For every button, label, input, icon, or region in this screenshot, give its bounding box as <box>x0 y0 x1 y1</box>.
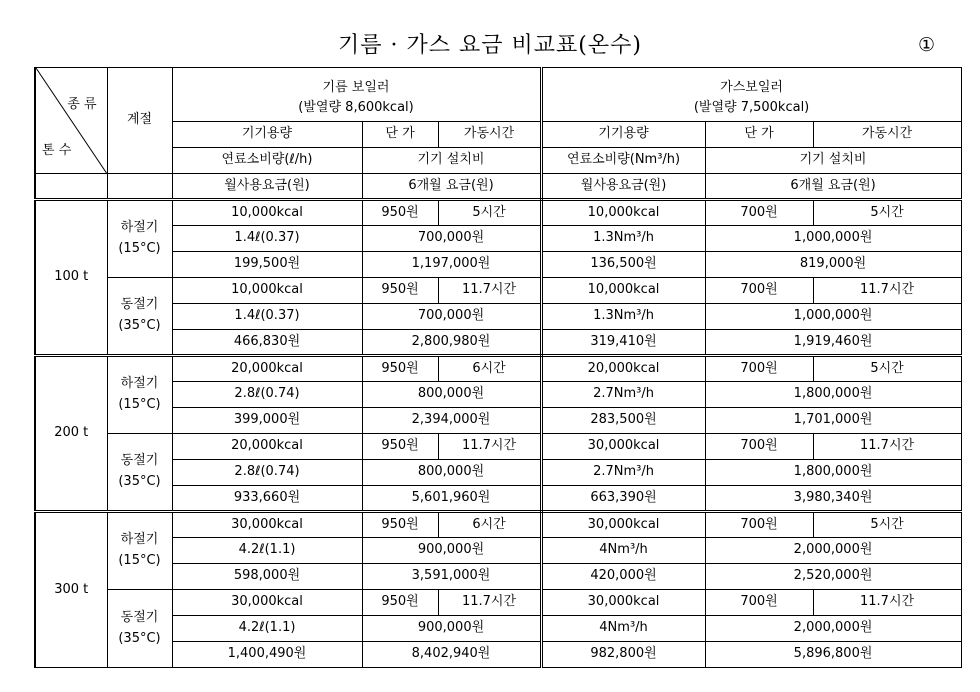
table-row <box>35 330 961 356</box>
oil-capacity-cell: 30,000kcal <box>172 590 362 616</box>
gas-install-cell: 2,000,000원 <box>705 538 961 564</box>
page-number: ① <box>918 34 936 56</box>
oil-hours-cell: 11.7시간 <box>438 590 541 616</box>
oil-monthly-header: 월사용요금(원) <box>172 174 362 200</box>
oil-capacity-cell: 20,000kcal <box>172 356 362 382</box>
season-temperature: (15°C) <box>118 241 161 256</box>
oil-install-cell: 900,000원 <box>362 538 541 564</box>
gas-consumption-cell: 1.3Nm³/h <box>541 226 705 252</box>
gas-capacity-cell: 30,000kcal <box>541 434 705 460</box>
table-row <box>35 278 961 304</box>
season-spacer <box>107 174 172 200</box>
oil-monthly-cell: 598,000원 <box>172 564 362 590</box>
oil-sixmonth-cell: 3,591,000원 <box>362 564 541 590</box>
gas-hours-cell: 11.7시간 <box>813 590 961 616</box>
table-row <box>35 434 961 460</box>
gas-boiler-header: 가스보일러 <box>541 68 961 96</box>
season-cell <box>107 356 172 434</box>
season-name: 하절기 <box>120 532 159 548</box>
oil-capacity-cell: 10,000kcal <box>172 200 362 226</box>
gas-hours-cell: 11.7시간 <box>813 434 961 460</box>
oil-price-cell: 950원 <box>362 278 438 304</box>
gas-capacity-cell: 20,000kcal <box>541 356 705 382</box>
gas-consumption-cell: 4Nm³/h <box>541 538 705 564</box>
gas-sixmonth-header: 6개월 요금(원) <box>705 174 961 200</box>
season-name: 하절기 <box>120 376 159 392</box>
corner-label-tonnage: 톤 수 <box>42 143 72 158</box>
table-row <box>35 304 961 330</box>
gas-consumption-cell: 1.3Nm³/h <box>541 304 705 330</box>
oil-price-cell: 950원 <box>362 200 438 226</box>
gas-hours-cell: 5시간 <box>813 200 961 226</box>
oil-consumption-cell: 1.4ℓ(0.37) <box>172 226 362 252</box>
gas-sixmonth-cell: 819,000원 <box>705 252 961 278</box>
gas-install-cell: 1,800,000원 <box>705 382 961 408</box>
gas-consumption-cell: 4Nm³/h <box>541 616 705 642</box>
oil-sixmonth-header: 6개월 요금(원) <box>362 174 541 200</box>
season-cell <box>107 200 172 278</box>
oil-install-header: 기기 설치비 <box>362 148 541 174</box>
oil-consumption-cell: 2.8ℓ(0.74) <box>172 460 362 486</box>
table-row <box>35 642 961 668</box>
oil-monthly-cell: 933,660원 <box>172 486 362 512</box>
oil-hours-cell: 6시간 <box>438 356 541 382</box>
gas-consumption-header: 연료소비량(Nm³/h) <box>541 148 705 174</box>
oil-sixmonth-cell: 1,197,000원 <box>362 252 541 278</box>
gas-install-header: 기기 설치비 <box>705 148 961 174</box>
gas-heat-value: (발열량 7,500kcal) <box>541 96 961 122</box>
table-row <box>35 590 961 616</box>
oil-price-cell: 950원 <box>362 512 438 538</box>
oil-sixmonth-cell: 2,394,000원 <box>362 408 541 434</box>
oil-install-cell: 700,000원 <box>362 304 541 330</box>
oil-consumption-header: 연료소비량(ℓ/h) <box>172 148 362 174</box>
table-row <box>35 226 961 252</box>
oil-capacity-cell: 20,000kcal <box>172 434 362 460</box>
oil-install-cell: 900,000원 <box>362 616 541 642</box>
table-row <box>35 512 961 538</box>
table-row <box>35 486 961 512</box>
gas-monthly-cell: 136,500원 <box>541 252 705 278</box>
gas-install-cell: 1,000,000원 <box>705 304 961 330</box>
table-row <box>35 538 961 564</box>
tonnage-cell: 200 t <box>35 356 107 512</box>
oil-price-cell: 950원 <box>362 356 438 382</box>
gas-sixmonth-cell: 2,520,000원 <box>705 564 961 590</box>
gas-hours-cell: 11.7시간 <box>813 278 961 304</box>
gas-price-cell: 700원 <box>705 434 813 460</box>
gas-price-cell: 700원 <box>705 278 813 304</box>
oil-consumption-cell: 4.2ℓ(1.1) <box>172 538 362 564</box>
corner-header-cell <box>35 68 107 174</box>
gas-hours-cell: 5시간 <box>813 356 961 382</box>
gas-capacity-header: 기기용량 <box>541 122 705 148</box>
gas-capacity-cell: 30,000kcal <box>541 512 705 538</box>
gas-price-cell: 700원 <box>705 356 813 382</box>
gas-monthly-cell: 319,410원 <box>541 330 705 356</box>
gas-install-cell: 1,000,000원 <box>705 226 961 252</box>
table-row <box>35 252 961 278</box>
table-row <box>35 356 961 382</box>
oil-hours-cell: 5시간 <box>438 200 541 226</box>
season-name: 동절기 <box>120 453 159 469</box>
corner-label-type: 종 류 <box>67 97 97 112</box>
oil-monthly-cell: 399,000원 <box>172 408 362 434</box>
season-cell <box>107 278 172 356</box>
oil-price-header: 단 가 <box>362 122 438 148</box>
table-row <box>35 200 961 226</box>
oil-sixmonth-cell: 2,800,980원 <box>362 330 541 356</box>
tonnage-cell: 100 t <box>35 200 107 356</box>
gas-capacity-cell: 10,000kcal <box>541 200 705 226</box>
corner-spacer <box>35 174 107 200</box>
season-name: 동절기 <box>120 297 159 313</box>
season-column-header: 계절 <box>107 68 172 174</box>
gas-sixmonth-cell: 1,919,460원 <box>705 330 961 356</box>
gas-sixmonth-cell: 1,701,000원 <box>705 408 961 434</box>
season-name: 동절기 <box>120 609 159 625</box>
table-row <box>35 382 961 408</box>
table-row <box>35 564 961 590</box>
season-temperature: (35°C) <box>118 630 161 646</box>
table-row <box>35 408 961 434</box>
season-name: 하절기 <box>120 220 159 236</box>
table-row <box>35 460 961 486</box>
oil-install-cell: 800,000원 <box>362 460 541 486</box>
oil-boiler-header: 기름 보일러 <box>172 68 541 96</box>
gas-monthly-cell: 663,390원 <box>541 486 705 512</box>
oil-consumption-cell: 4.2ℓ(1.1) <box>172 616 362 642</box>
page-title: 기름 · 가스 요금 비교표(온수) <box>338 33 642 58</box>
season-cell <box>107 434 172 512</box>
season-temperature: (15°C) <box>118 553 161 568</box>
oil-hours-cell: 6시간 <box>438 512 541 538</box>
gas-consumption-cell: 2.7Nm³/h <box>541 460 705 486</box>
oil-hours-header: 가동시간 <box>438 122 541 148</box>
gas-hours-header: 가동시간 <box>813 122 961 148</box>
gas-monthly-cell: 420,000원 <box>541 564 705 590</box>
oil-hours-cell: 11.7시간 <box>438 434 541 460</box>
comparison-table <box>34 67 962 668</box>
tonnage-cell: 300 t <box>35 512 107 668</box>
gas-capacity-cell: 10,000kcal <box>541 278 705 304</box>
oil-heat-value: (발열량 8,600kcal) <box>172 96 541 122</box>
gas-consumption-cell: 2.7Nm³/h <box>541 382 705 408</box>
gas-monthly-cell: 982,800원 <box>541 642 705 668</box>
oil-monthly-cell: 199,500원 <box>172 252 362 278</box>
oil-install-cell: 700,000원 <box>362 226 541 252</box>
season-temperature: (15°C) <box>118 397 161 412</box>
oil-consumption-cell: 2.8ℓ(0.74) <box>172 382 362 408</box>
gas-price-cell: 700원 <box>705 512 813 538</box>
oil-sixmonth-cell: 8,402,940원 <box>362 642 541 668</box>
gas-monthly-cell: 283,500원 <box>541 408 705 434</box>
gas-sixmonth-cell: 5,896,800원 <box>705 642 961 668</box>
gas-price-header: 단 가 <box>705 122 813 148</box>
oil-price-cell: 950원 <box>362 434 438 460</box>
oil-capacity-cell: 10,000kcal <box>172 278 362 304</box>
season-cell <box>107 590 172 668</box>
gas-monthly-header: 월사용요금(원) <box>541 174 705 200</box>
oil-monthly-cell: 466,830원 <box>172 330 362 356</box>
oil-capacity-header: 기기용량 <box>172 122 362 148</box>
oil-hours-cell: 11.7시간 <box>438 278 541 304</box>
oil-consumption-cell: 1.4ℓ(0.37) <box>172 304 362 330</box>
gas-hours-cell: 5시간 <box>813 512 961 538</box>
season-temperature: (35°C) <box>118 474 161 489</box>
gas-install-cell: 1,800,000원 <box>705 460 961 486</box>
oil-capacity-cell: 30,000kcal <box>172 512 362 538</box>
gas-price-cell: 700원 <box>705 200 813 226</box>
oil-monthly-cell: 1,400,490원 <box>172 642 362 668</box>
gas-sixmonth-cell: 3,980,340원 <box>705 486 961 512</box>
oil-price-cell: 950원 <box>362 590 438 616</box>
season-cell <box>107 512 172 590</box>
oil-install-cell: 800,000원 <box>362 382 541 408</box>
gas-price-cell: 700원 <box>705 590 813 616</box>
oil-sixmonth-cell: 5,601,960원 <box>362 486 541 512</box>
gas-capacity-cell: 30,000kcal <box>541 590 705 616</box>
table-row <box>35 616 961 642</box>
season-temperature: (35°C) <box>118 318 161 333</box>
gas-install-cell: 2,000,000원 <box>705 616 961 642</box>
